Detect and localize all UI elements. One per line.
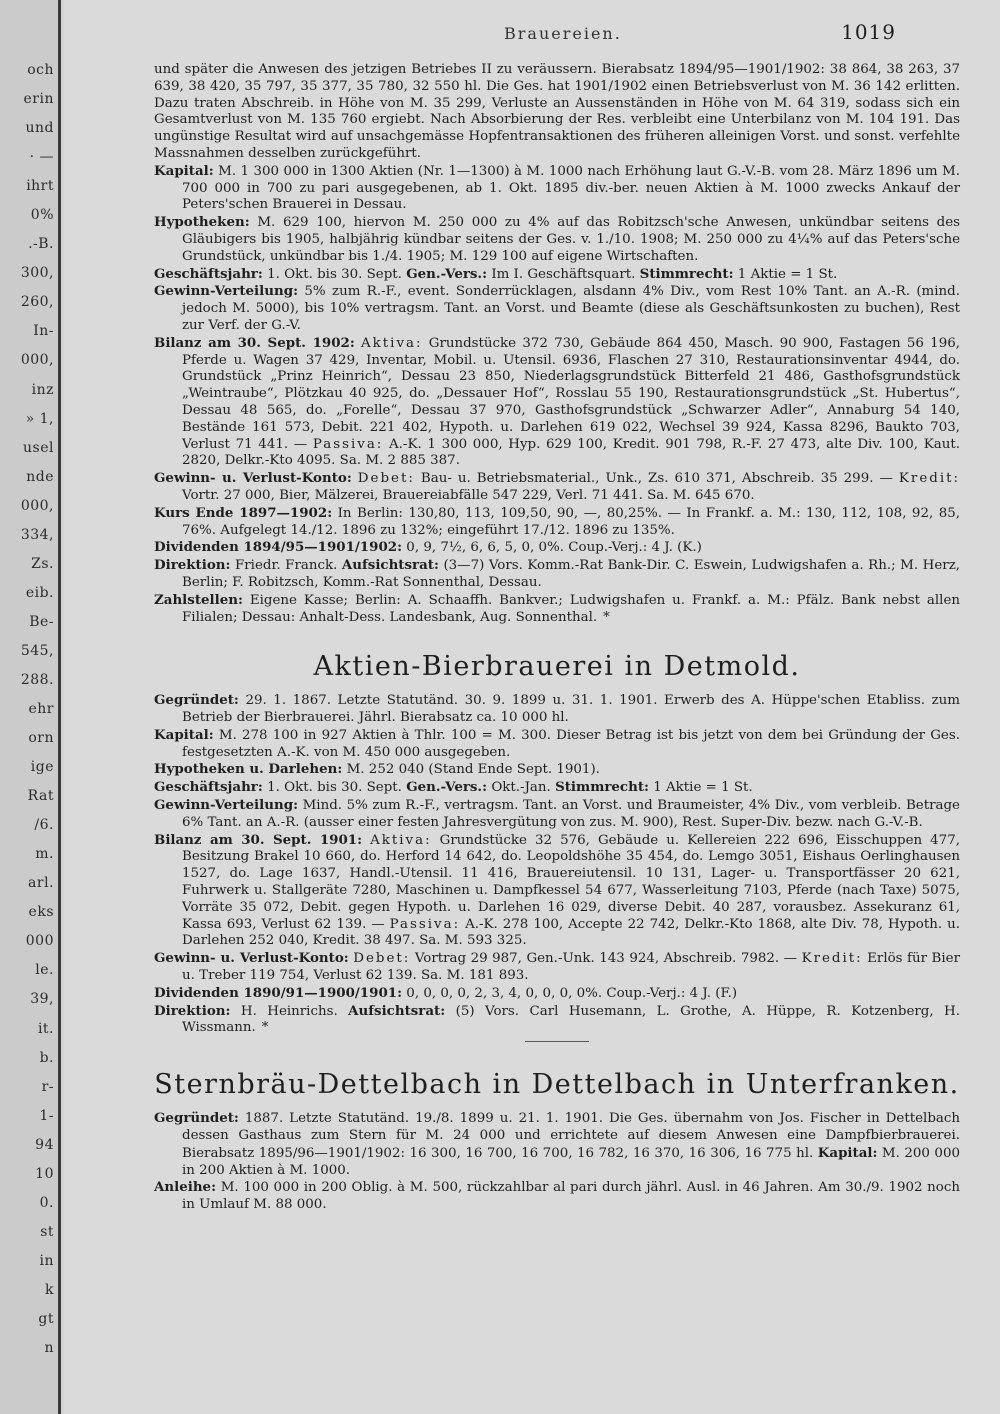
document-page — [64, 0, 1000, 1414]
profit-distribution-entry: Gewinn-Verteilung: Mind. 5% zum R.-F., vertragsm. Tant. an Vorst. und Braumeister, 4% Div., vom verbleib. Betrage 6% Tant. an A.-R. (ausser einer festen Jahresvergütung von zus. M. 900), Rest. Super-Div. bezw. nach G.-V.-B. — [154, 797, 960, 830]
adjacent-page-fragment: eib. — [25, 585, 54, 601]
balance-sheet-entry: Bilanz am 30. Sept. 1902: Aktiva: Grundstücke 372 730, Gebäude 864 450, Masch. 90 900, Fastagen 56 196, Pferde u. Wagen 37 429, Inventar, Mobil. u. Utensil. 6936, Flaschen 27 310, Restaurationsinventar 4944, do. Grundstück „Prinz Heinrich“, Dessau 23 850, Niederlagsgrundstück Bitterfeld 21 486, Gasthofsgrundstück „Weintraube“, Plötzkau 40 925, do. „Dessauer Hof“, Rosslau 55 190, Restaurationsgrundstück „St. Hubertus“, Dessau 48 565, do. „Forelle“, Dessau 37 970, Gasthofsgrundstück „Schwarzer Adler“, Annaburg 54 140, Bestände 161 573, Debit. 221 402, Hypoth. u. Darlehen 619 022, Wechsel 39 924, Kassa 8296, Baukto 703, Verlust 71 441. — Passiva: A.-K. 1 300 000, Hyp. 629 100, Kredit. 901 798, R.-F. 27 473, alte Div. 100, Kaut. 2820, Delkr.-Kto 4095. Sa. M. 2 885 387. — [154, 334, 960, 469]
adjacent-page-fragment: .-B. — [28, 236, 54, 252]
adjacent-page-fragment: 000, — [20, 498, 54, 514]
adjacent-page-fragment: 334, — [20, 527, 54, 543]
share-price-entry: Kurs Ende 1897—1902: In Berlin: 130,80, 113, 109,50, 90, —, 80,25%. — In Frankf. a. M.: 130, 112, 108, 92, 85, 76%. Aufgelegt 14./12. 1896 zu 132%; eingeführt 17./12. 1896 zu 135%. — [154, 504, 960, 538]
end-mark: * — [603, 609, 610, 625]
end-mark: * — [261, 1020, 269, 1036]
adjacent-page-fragment: arl. — [28, 875, 54, 891]
founded-entry: Gegründet: 29. 1. 1867. Letzte Statutänd. 30. 9. 1899 u. 31. 1. 1901. Erwerb des A. Hüppe'schen Etabliss. zum Betrieb der Bierbrauerei. Jährl. Bierabsatz ca. 10 000 hl. — [154, 692, 960, 726]
adjacent-page-fragment: In- — [33, 323, 54, 339]
adjacent-page-fragment: inz — [31, 382, 54, 398]
adjacent-page-fragment: · — — [29, 149, 54, 165]
company-heading-detmold: Aktien-Bierbrauerei in Detmold. — [313, 651, 801, 683]
capital-entry: Kapital: M. 278 100 in 927 Aktien à Thlr. 100 = M. 300. Dieser Betrag ist bis jetzt von dem bei Gründung der Ges. festgesetzten A.-K. von M. 450 000 ausgegeben. — [154, 726, 960, 760]
running-head: Brauereien. — [504, 24, 622, 43]
adjacent-page-fragment: 39, — [30, 991, 54, 1007]
adjacent-page-fragment: /6. — [34, 817, 54, 833]
adjacent-page-fragment: usel — [23, 440, 54, 456]
loan-entry: Anleihe: M. 100 000 in 200 Oblig. à M. 500, rückzahlbar al pari durch jährl. Ausl. in 46 Jahren. Am 30./9. 1902 noch in Umlauf M. 88 000. — [154, 1179, 960, 1213]
adjacent-page-fragment: ige — [30, 759, 54, 775]
capital-entry: Kapital: M. 1 300 000 in 1300 Aktien (Nr. 1—1300) à M. 1000 nach Erhöhung laut G.-V.-B. vom 28. März 1896 um M. 700 000 in 700 zu pari ausgegebenen, ab 1. Okt. 1895 div.-ber. neuen Aktien à M. 1000 zwecks Ankauf der Peters'schen Brauerei in Dessau. — [154, 162, 960, 213]
adjacent-page-fragment: 000, — [20, 352, 54, 368]
adjacent-page-fragment: 545, — [20, 643, 54, 659]
adjacent-page-fragment: eks — [28, 904, 54, 920]
adjacent-page-fragment: gt — [38, 1311, 54, 1327]
profit-loss-entry: Gewinn- u. Verlust-Konto: Debet: Bau- u. Betriebsmaterial., Unk., Zs. 610 371, Abschreib. 35 299. — Kredit: Vortr. 27 000, Bier, Mälzerei, Brauereiabfälle 547 229, Verl. 71 441. Sa. M. 645 670. — [154, 470, 960, 503]
adjacent-page-fragment: Rat — [27, 788, 54, 804]
adjacent-page-fragment: ehr — [28, 701, 54, 717]
founded-entry: Gegründet: 1887. Letzte Statutänd. 19./8. 1899 u. 21. 1. 1901. Die Ges. übernahm von Jos. Fischer in Dettelbach dessen Gasthaus zum Stern für M. 24 000 und errichtete auf diesem Anwesen eine Dampfbierbrauerei. Bierabsatz 1895/96—1901/1902: 16 300, 16 700, 16 700, 16 782, 16 370, 16 306, 16 775 hl. Kapital: M. 200 000 in 200 Aktien à M. 1000. — [154, 1110, 960, 1178]
mortgages-entry: Hypotheken u. Darlehen: M. 252 040 (Stand Ende Sept. 1901). — [154, 761, 600, 778]
section-divider — [525, 1041, 589, 1042]
adjacent-page-fragment: und — [25, 120, 54, 136]
company-heading-dettelbach: Sternbräu-Dettelbach in Dettelbach in Unterfranken. — [154, 1069, 960, 1101]
profit-distribution-entry: Gewinn-Verteilung: 5% zum R.-F., event. Sonderrücklagen, alsdann 4% Div., vom Rest 10% Tant. an A.-R. (mind. jedoch M. 5000), bis 10% vertragsm. Tant. an Vorst. und Beamte (diese als Geschäftsunkosten zu buchen), Rest zur Verf. der G.-V. — [154, 283, 960, 333]
adjacent-page-fragment: le. — [35, 962, 54, 978]
adjacent-page-fragment: Zs. — [31, 556, 54, 572]
adjacent-page-fragment: orn — [28, 730, 54, 746]
adjacent-page-fragment: 000 — [25, 933, 54, 949]
company-history-paragraph: und später die Anwesen des jetzigen Betriebes II zu veräussern. Bierabsatz 1894/95—1901/1902: 38 864, 38 263, 37 639, 38 420, 35 797, 35 377, 35 780, 32 550 hl. Die Ges. hat 1901/1902 einen Betriebsverlust von M. 36 142 erlitten. Dazu traten Abschreib. in Höhe von M. 35 299, Verluste an Aussenständen in Höhe von M. 64 319, sodass sich ein Gesamtverlust von M. 135 760 ergiebt. Nach Absorbierung der Res. verbleibt eine Unterbilanz von M. 104 191. Das ungünstige Resultat wird auf unsachgemässe Hopfentransaktionen des früheren alleinigen Vorst. und sonst. verfehlte Massnahmen desselben zurückgeführt. — [154, 62, 960, 161]
adjacent-page-fragment: nde — [26, 469, 54, 485]
adjacent-page-strip — [0, 0, 61, 1414]
balance-sheet-entry: Bilanz am 30. Sept. 1901: Aktiva: Grundstücke 32 576, Gebäude u. Kellereien 222 696, Eisschuppen 477, Besitzung Brakel 10 660, do. Herford 14 642, do. Leopoldshöhe 35 454, do. Lemgo 3051, Eishaus Oerlinghausen 1527, do. Lage 1637, Handl.-Utensil. 11 416, Brauereiutensil. 10 131, Lager- u. Transportfässer 20 621, Fuhrwerk u. Stallgeräte 7280, Maschinen u. Dampfkessel 54 677, Wasserleitung 7103, Pferde (nach Taxe) 5075, Vorräte 35 072, Debit. gegen Hypoth. u. Darlehen 16 029, diverse Debit. 40 287, vorausbez. Assekuranz 61, Kassa 693, Verlust 62 139. — Passiva: A.-K. 278 100, Accepte 22 742, Delkr.-Kto 1868, alte Div. 78, Hypoth. u. Darlehen 252 040, Kredit. 38 497. Sa. M. 593 325. — [154, 831, 960, 949]
adjacent-page-fragment: st — [40, 1224, 54, 1240]
fiscal-year-entry: Geschäftsjahr: 1. Okt. bis 30. Sept. Gen.-Vers.: Im I. Geschäftsquart. Stimmrecht: 1 Aktie = 1 St. — [154, 265, 838, 282]
adjacent-page-fragment: in — [39, 1253, 54, 1269]
profit-loss-entry: Gewinn- u. Verlust-Konto: Debet: Vortrag 29 987, Gen.-Unk. 143 924, Abschreib. 7982. — Kredit: Erlös für Bier u. Treber 119 754, Verlust 62 139. Sa. M. 181 893. — [154, 950, 960, 984]
adjacent-page-fragment: 0% — [30, 207, 54, 223]
adjacent-page-fragment: m. — [35, 846, 54, 862]
adjacent-page-fragment: 288. — [20, 672, 54, 688]
paying-agents-entry: Zahlstellen: Eigene Kasse; Berlin: A. Schaaffh. Bankver.; Ludwigshafen u. Frankf. a. M.: Pfälz. Bank nebst allen Filialen; Dessau: Anhalt-Dess. Landesbank, Aug. Sonnenthal. * — [154, 591, 960, 625]
mortgages-entry: Hypotheken: M. 629 100, hiervon M. 250 000 zu 4% auf das Robitzsch'sche Anwesen, unkündbar seitens des Gläubigers bis 1905, halbjährig kündbar seitens der Ges. v. 1./10. 1908; M. 250 000 zu 4¼% auf das Peters'sche Grundstück, unkündbar bis 1./4. 1905; M. 129 100 auf eigene Wirtschaften. — [154, 214, 960, 264]
adjacent-page-fragment: 94 — [35, 1137, 54, 1153]
adjacent-page-fragment: n — [44, 1340, 54, 1356]
adjacent-page-fragment: it. — [37, 1021, 54, 1037]
adjacent-page-fragment: b. — [39, 1050, 54, 1066]
adjacent-page-fragment: erin — [23, 91, 54, 107]
adjacent-page-fragment: och — [27, 62, 54, 78]
management-entry: Direktion: Friedr. Franck. Aufsichtsrat: (3—7) Vors. Komm.-Rat Bank-Dir. C. Eswein, Ludwigshafen a. Rh.; M. Herz, Berlin; F. Robitzsch, Komm.-Rat Sonnenthal, Dessau. — [154, 557, 960, 590]
adjacent-page-fragment: 10 — [35, 1166, 54, 1182]
adjacent-page-fragment: ihrt — [26, 178, 54, 194]
fiscal-year-entry: Geschäftsjahr: 1. Okt. bis 30. Sept. Gen.-Vers.: Okt.-Jan. Stimmrecht: 1 Aktie = 1 St. — [154, 779, 753, 796]
adjacent-page-fragment: » 1, — [25, 411, 54, 427]
adjacent-page-fragment: r- — [41, 1079, 54, 1095]
page-number: 1019 — [841, 20, 896, 44]
page-content — [154, 62, 960, 1214]
dividends-entry: Dividenden 1894/95—1901/1902: 0, 9, 7½, 6, 6, 5, 0, 0%. Coup.-Verj.: 4 J. (K.) — [154, 539, 702, 556]
adjacent-page-fragment: Be- — [29, 614, 54, 630]
adjacent-page-fragment: 260, — [20, 294, 54, 310]
adjacent-page-fragment: k — [45, 1282, 54, 1298]
adjacent-page-fragment: 1- — [39, 1108, 54, 1124]
adjacent-page-fragment: 300, — [20, 265, 54, 281]
dividends-entry: Dividenden 1890/91—1900/1901: 0, 0, 0, 0, 2, 3, 4, 0, 0, 0, 0%. Coup.-Verj.: 4 J. (F.) — [154, 984, 738, 1001]
adjacent-page-fragment: 0. — [39, 1195, 54, 1211]
management-entry: Direktion: H. Heinrichs. Aufsichtsrat: (5) Vors. Carl Husemann, L. Grothe, A. Hüppe, R. Kotzenberg, H. Wissmann. * — [154, 1002, 960, 1036]
